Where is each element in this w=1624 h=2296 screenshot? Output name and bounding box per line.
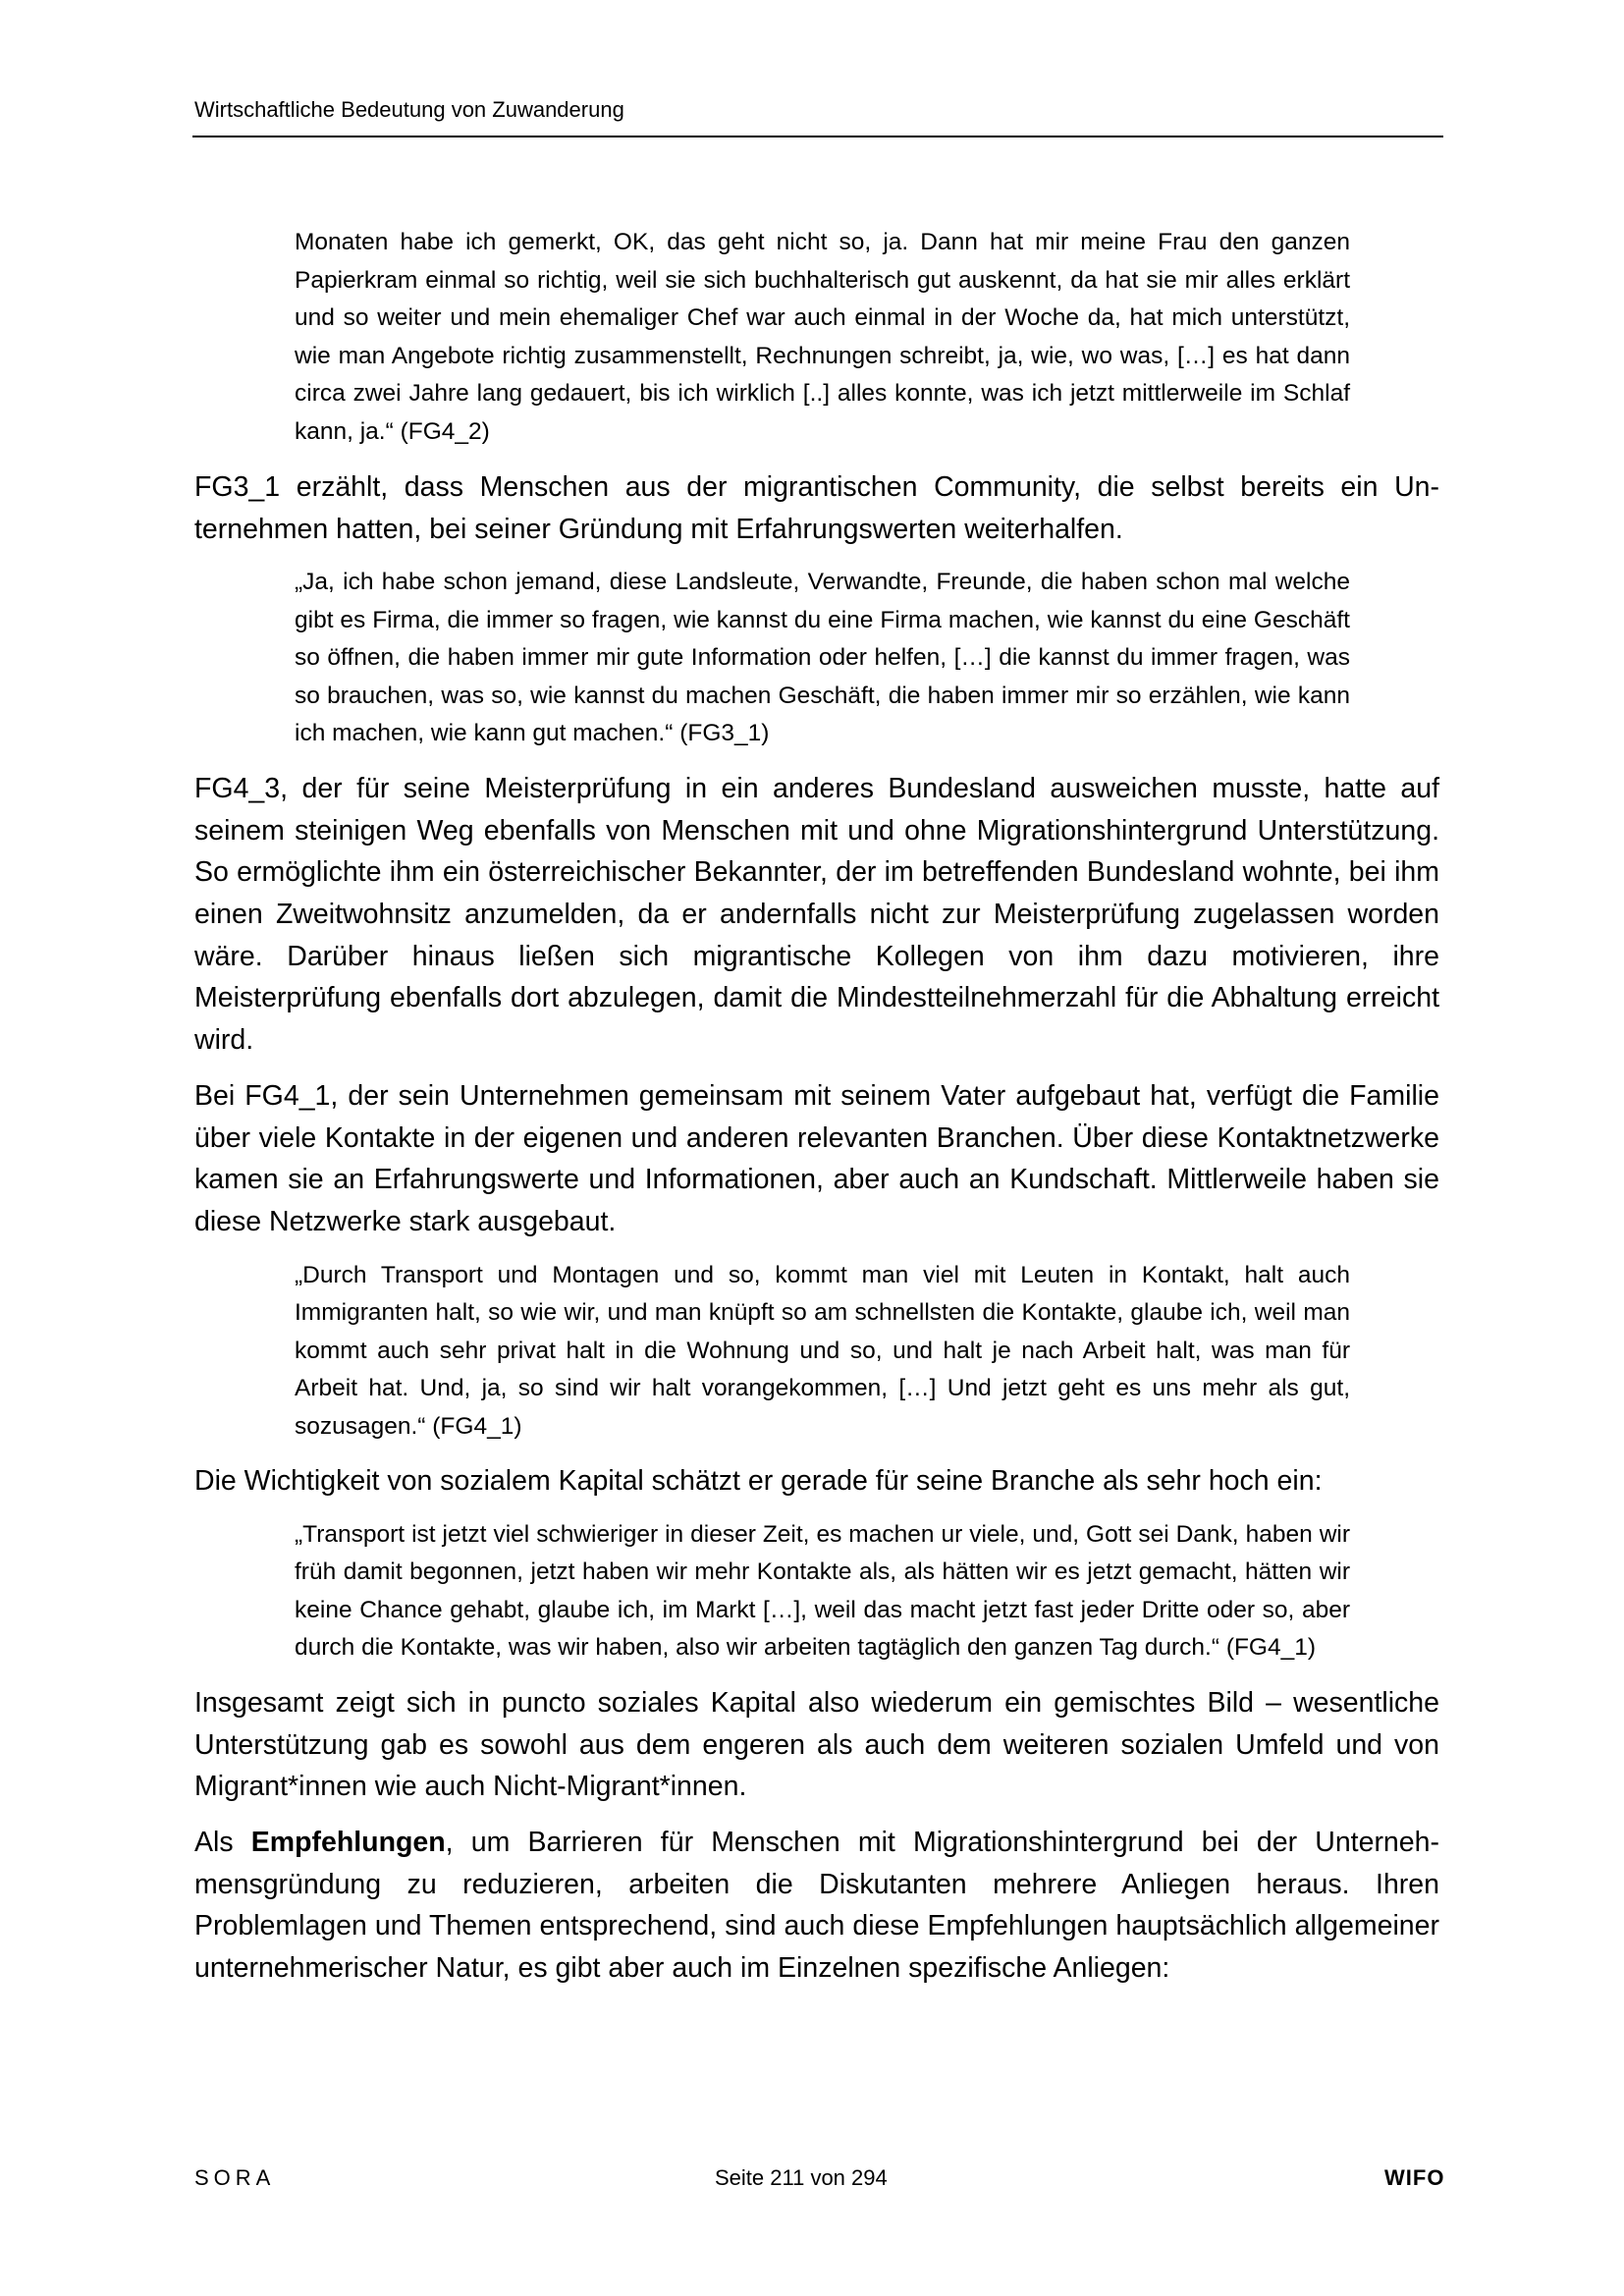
paragraph-fg4-1: Bei FG4_1, der sein Unternehmen gemeinsam mit seinem Vater aufgebaut hat, verfügt die Familie über viele Kontakte in der eigenen und anderen relevanten Branchen. Über diese Kontaktnetzwerke kamen sie an Erfahrungswerte und Informationen, aber auch an Kundschaft. Mittlerweile haben sie diese Netzwerke stark ausgebaut. xyxy=(194,1079,1439,1237)
recommendations-prefix: Als xyxy=(194,1826,251,1858)
paragraph-fg3-1: FG3_1 erzählt, dass Menschen aus der migrantischen Community, die selbst bereits ein Unternehmen hatten, bei seiner Gründung mit Erfahrungswerten weiterhalfen. xyxy=(194,471,1439,545)
recommendations-bold: Empfehlungen xyxy=(250,1826,446,1858)
page-number: Seite 211 von 294 xyxy=(715,2165,888,2190)
quote-fg4-2: Monaten habe ich gemerkt, OK, das geht nicht so, ja. Dann hat mir meine Frau den ganzen Papierkram einmal so richtig, weil sie sich buchhalterisch gut auskennt, da hat sie mir alles erklärt und so weiter und mein ehemaliger Chef war auch einmal in der Woche da, hat mich unterstützt, wie man Angebote richtig zusammenstellt, Rechnungen schreibt, ja, wie, wo was, […] es hat dann circa zwei Jahre lang gedauert, bis ich wirklich [..] alles konnte, was ich jetzt mittlerweile im Schlaf kann, ja.“ (FG4_2) xyxy=(295,229,1350,445)
running-header: Wirtschaftliche Bedeutung von Zuwanderung xyxy=(194,97,624,122)
header-rule xyxy=(192,136,1443,137)
quote-fg4-1-b: „Transport ist jetzt viel schwieriger in dieser Zeit, es machen ur viele, und, Gott sei Dank, haben wir früh damit begonnen, jetzt haben wir mehr Kontakte als, als hätten wir es jetzt gemacht, hätten wir keine Chance gehabt, glaube ich, im Markt […], weil das macht jetzt fast jeder Dritte oder so, aber durch die Kontakte, was wir haben, also wir arbeiten tagtäglich den ganzen Tag durch.“ (FG4_1) xyxy=(295,1520,1350,1662)
paragraph-fg4-3: FG4_3, der für seine Meisterprüfung in ein anderes Bundesland ausweichen musste, hatte auf seinem steinigen Weg ebenfalls von Menschen mit und ohne Migrationshintergrund Unterstützung. So ermöglichte ihm ein österreichischer Bekannter, der im betreffenden Bundesland wohnte, bei ihm einen Zweitwohnsitz anzumelden, da er andernfalls nicht zur Meisterprüfung zugelassen worden wäre. Darüber hinaus ließen sich migrantische Kollegen von ihm dazu motivieren, ihre Meisterprüfung ebenfalls dort abzulegen, damit die Mindestteilnehmerzahl für die Abhaltung erreicht wird. xyxy=(194,772,1439,1057)
quote-fg3-1: „Ja, ich habe schon jemand, diese Landsleute, Verwandte, Freunde, die haben schon mal welche gibt es Firma, die immer so fragen, wie kannst du eine Firma machen, wie kannst du eine Geschäft so öffnen, die haben immer mir gute Information oder helfen, […] die kannst du immer fragen, was so brauchen, was so, wie kannst du machen Geschäft, die haben immer mir so erzählen, wie kann ich machen, wie kann gut machen.“ (FG3_1) xyxy=(295,569,1350,747)
paragraph-recommendations xyxy=(194,1822,1439,1990)
recommendations-rest: , um Barrieren für Menschen mit Migrationshintergrund bei der Unternehmensgründung zu reduzieren, arbeiten die Diskutanten mehrere Anliegen heraus. Ihren Problemlagen und Themen entsprechend, sind auch diese Empfehlungen hauptsächlich allgemeiner unternehmerischer Natur, es gibt aber auch im Einzelnen spezifische Anliegen: xyxy=(194,1826,1439,1985)
footer-sora: SORA xyxy=(194,2165,276,2190)
page-content xyxy=(194,224,1439,2003)
footer-wifo-logo: WIFO xyxy=(1384,2165,1445,2190)
paragraph-summary: Insgesamt zeigt sich in puncto soziales Kapital also wiederum ein gemischtes Bild – wesentliche Unterstützung gab es sowohl aus dem engeren als auch dem weiteren sozialen Umfeld und von Migrant*innen wie auch Nicht-Migrant*innen. xyxy=(194,1686,1439,1803)
paragraph-social-capital: Die Wichtigkeit von sozialem Kapital schätzt er gerade für seine Branche als sehr hoch ein: xyxy=(194,1465,1323,1498)
quote-fg4-1-a: „Durch Transport und Montagen und so, kommt man viel mit Leuten in Kontakt, halt auch Immigranten halt, so wie wir, und man knüpft so am schnellsten die Kontakte, glaube ich, weil man kommt auch sehr privat halt in die Wohnung und so, und halt je nach Arbeit halt, was man für Arbeit hat. Und, ja, so sind wir halt vorangekommen, […] Und jetzt geht es uns mehr als gut, sozusagen.“ (FG4_1) xyxy=(295,1261,1350,1440)
